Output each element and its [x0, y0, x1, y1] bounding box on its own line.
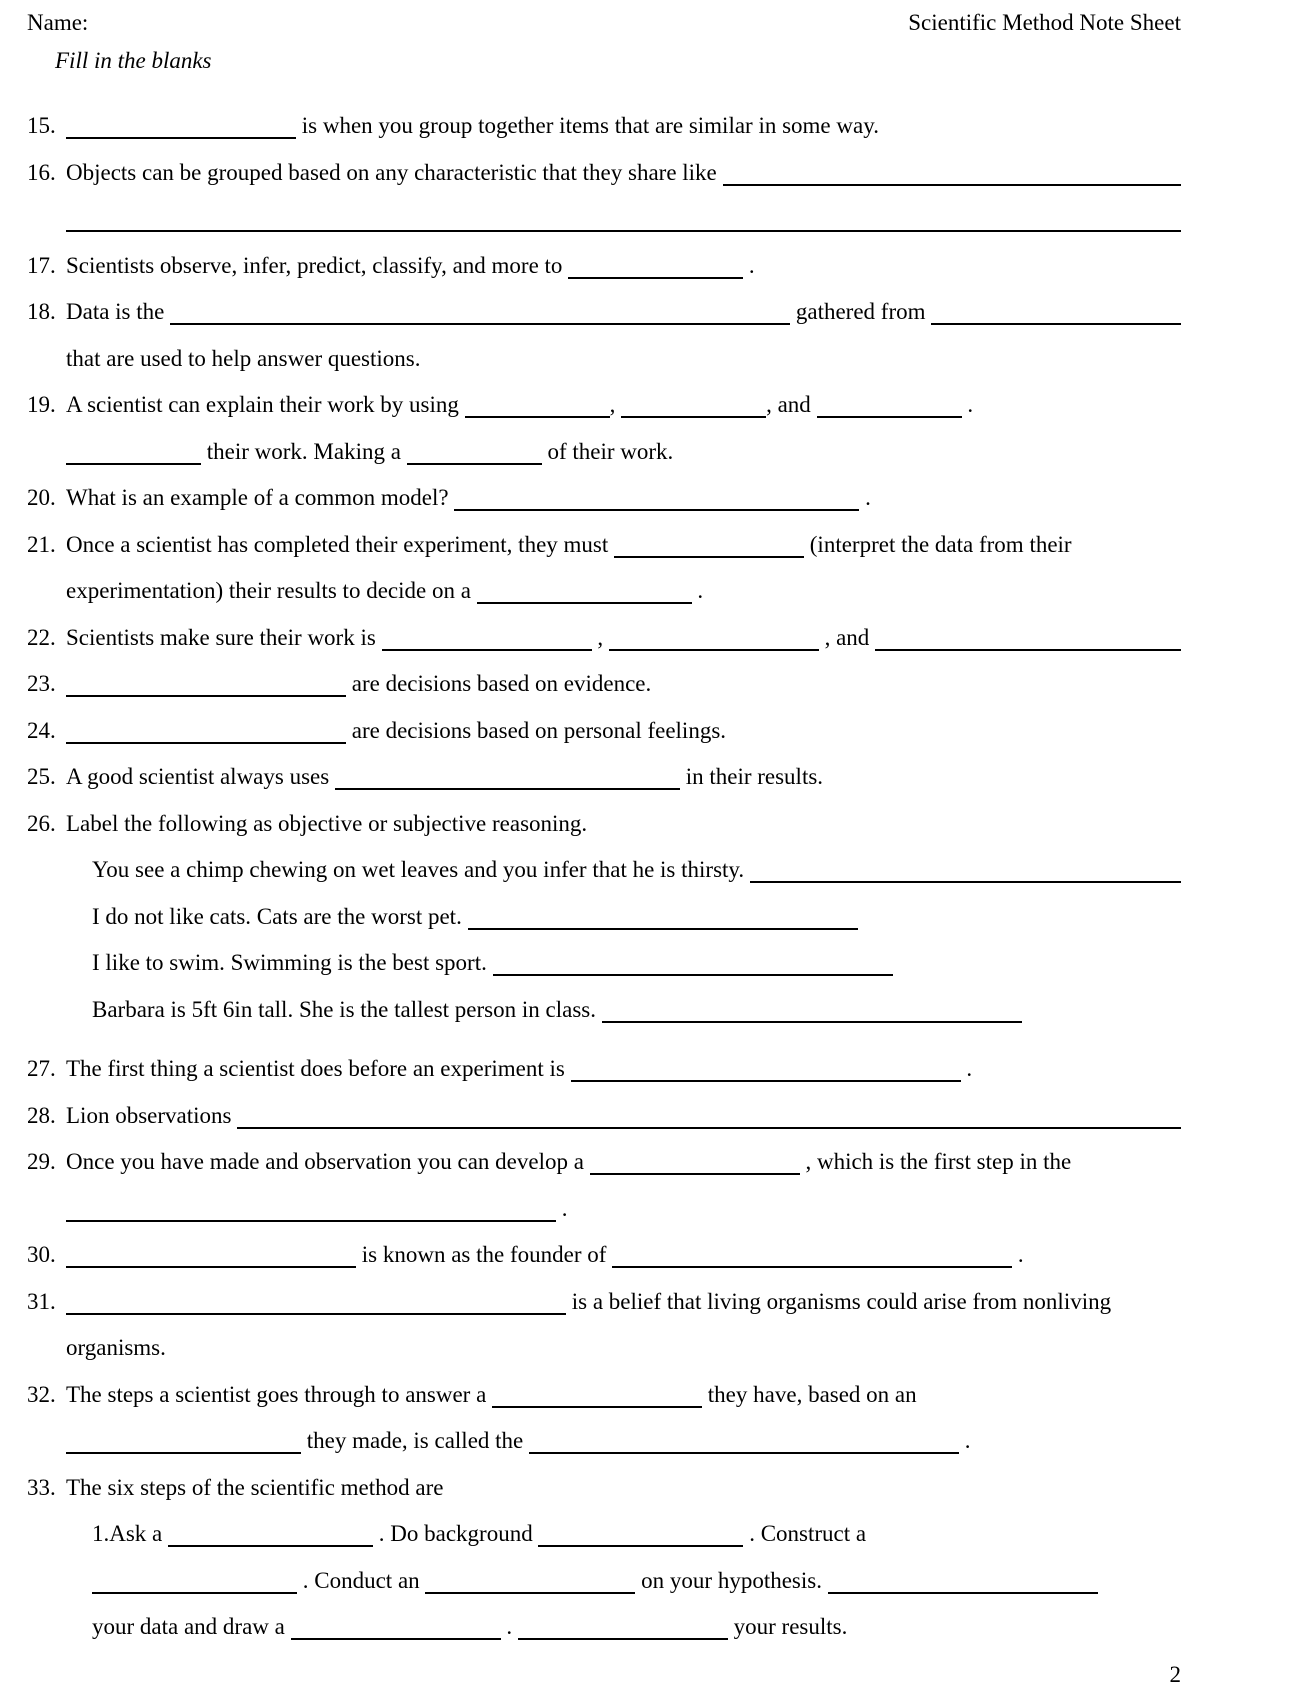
- line-text: .: [960, 1056, 973, 1081]
- line-text: are decisions based on evidence.: [346, 671, 652, 696]
- worksheet-line: [27, 568, 1181, 615]
- line-text: Data is the: [66, 299, 171, 324]
- blank-line: [568, 277, 743, 279]
- blank-line: [602, 1021, 1022, 1023]
- line-text: your data and draw a: [92, 1614, 291, 1639]
- line-text: The first thing a scientist does before an experiment is: [66, 1056, 571, 1081]
- item-number-spacer: [53, 1604, 92, 1651]
- worksheet-line: [27, 1139, 1181, 1186]
- blank-line: [465, 416, 610, 418]
- item-number: 21.: [27, 531, 56, 557]
- name-label: Name:: [27, 10, 89, 35]
- line-text: is a belief that living organisms could arise from nonliving: [566, 1288, 1112, 1314]
- line-text: they made, is called the: [301, 1428, 530, 1453]
- worksheet-line: [27, 1558, 1181, 1605]
- header-row: [27, 8, 1181, 38]
- blank-line: [723, 184, 1181, 186]
- blank-line: [170, 323, 790, 325]
- worksheet-line: [27, 1279, 1181, 1326]
- blank-line: [621, 416, 766, 418]
- blank-line: [590, 1173, 800, 1175]
- worksheet-line: [27, 940, 1181, 987]
- instructions-subtitle: Fill in the blanks: [55, 48, 212, 73]
- blank-line: [407, 463, 542, 465]
- blank-line: [66, 137, 296, 139]
- item-number: 32.: [27, 1381, 56, 1407]
- item-number: 24.: [27, 717, 56, 743]
- line-text: of their work.: [541, 438, 674, 464]
- line-text: What is an example of a common model?: [66, 485, 455, 510]
- blank-line: [237, 1127, 1181, 1129]
- worksheet-line: [27, 150, 1181, 197]
- line-text: are decisions based on personal feelings.: [346, 717, 727, 743]
- line-text: Barbara is 5ft 6in tall. She is the tallest person in class.: [92, 996, 602, 1022]
- line-text: , and: [818, 624, 876, 650]
- item-number: 26.: [27, 810, 56, 836]
- blank-line: [66, 1220, 556, 1222]
- blank-line: [612, 1266, 1012, 1268]
- item-number: 15.: [27, 113, 56, 138]
- item-number-spacer: [53, 987, 92, 1034]
- line-text: I do not like cats. Cats are the worst pet.: [92, 903, 468, 929]
- worksheet-line: [27, 1372, 1181, 1419]
- worksheet-line: [27, 196, 1181, 243]
- item-number-spacer: [27, 1325, 66, 1372]
- item-number-spacer: [27, 196, 66, 243]
- blank-line: [614, 556, 804, 558]
- line-text: . Construct a: [743, 1521, 867, 1546]
- worksheet-line: [27, 475, 1181, 522]
- line-text: ,: [609, 392, 622, 417]
- item-number-spacer: [53, 894, 92, 941]
- line-text: is when you group together items that are similar in some way.: [296, 113, 879, 138]
- item-number-spacer: [53, 1511, 92, 1558]
- line-text: Scientists make sure their work is: [66, 624, 382, 650]
- line-text: Objects can be grouped based on any characteristic that they share like: [66, 159, 723, 185]
- blank-line: [454, 509, 859, 511]
- line-text: The six steps of the scientific method are: [66, 1474, 444, 1500]
- line-text: 1.Ask a: [92, 1521, 169, 1546]
- item-number: 16.: [27, 159, 56, 185]
- blank-line: [609, 649, 819, 651]
- line-text: . Do background: [373, 1521, 539, 1546]
- item-number: 30.: [27, 1242, 56, 1267]
- blank-line: [425, 1592, 635, 1594]
- line-text: their work. Making a: [201, 438, 407, 464]
- item-number: 25.: [27, 764, 56, 789]
- line-text: The steps a scientist goes through to answer a: [66, 1381, 493, 1407]
- blank-line: [66, 1266, 356, 1268]
- worksheet-line: [27, 522, 1181, 569]
- worksheet-line: [27, 1232, 1181, 1279]
- line-text: Once you have made and observation you can develop a: [66, 1149, 590, 1174]
- blank-line: [66, 463, 201, 465]
- line-text: ,: [591, 624, 609, 650]
- line-text: .: [743, 252, 755, 278]
- line-text: .: [959, 1428, 971, 1453]
- line-text: .: [859, 485, 871, 510]
- item-number-spacer: [27, 568, 66, 615]
- item-number-spacer: [53, 1558, 92, 1605]
- line-text: gathered from: [790, 299, 932, 324]
- line-text: that are used to help answer questions.: [66, 345, 421, 371]
- blank-line: [66, 1313, 566, 1315]
- item-number: 20.: [27, 485, 56, 510]
- blank-line: [518, 1638, 728, 1640]
- worksheet-line: [27, 708, 1181, 755]
- line-text: in their results.: [679, 764, 824, 789]
- item-number-spacer: [53, 940, 92, 987]
- line-text: A scientist can explain their work by using: [66, 392, 465, 417]
- worksheet-line: [27, 987, 1181, 1034]
- item-number: 18.: [27, 299, 56, 324]
- item-number: 31.: [27, 1288, 56, 1314]
- blank-line: [477, 602, 692, 604]
- blank-line: [291, 1638, 501, 1640]
- line-text: is known as the founder of: [356, 1242, 613, 1267]
- blank-line: [571, 1080, 961, 1082]
- line-text: I like to swim. Swimming is the best sport.: [92, 950, 493, 975]
- line-text: Scientists observe, infer, predict, classify, and more to: [66, 252, 569, 278]
- item-number: 28.: [27, 1102, 56, 1128]
- line-text: (interpret the data from their: [804, 531, 1072, 557]
- worksheet-line: [27, 243, 1181, 290]
- worksheet-line: [27, 429, 1181, 476]
- worksheet-line: [27, 1511, 1181, 1558]
- line-text: your results.: [727, 1614, 848, 1639]
- blank-line: [931, 323, 1181, 325]
- line-text: .: [500, 1614, 518, 1639]
- worksheet-line: [27, 1325, 1181, 1372]
- line-text: , which is the first step in the: [799, 1149, 1072, 1174]
- worksheet-line: [27, 1093, 1181, 1140]
- worksheet-line: [27, 289, 1181, 336]
- blank-line: [66, 742, 346, 744]
- blank-line: [335, 788, 680, 790]
- line-text: .: [556, 1195, 568, 1221]
- lines-container: [27, 103, 1181, 1651]
- page-number: 2: [1169, 1662, 1181, 1687]
- line-text: organisms.: [66, 1335, 166, 1360]
- line-text: You see a chimp chewing on wet leaves and you infer that he is thirsty.: [92, 857, 750, 882]
- item-number-spacer: [27, 1186, 66, 1233]
- line-text: A good scientist always uses: [66, 764, 335, 789]
- worksheet-line: [27, 847, 1181, 894]
- blank-line: [750, 881, 1181, 883]
- item-number-spacer: [27, 336, 66, 383]
- worksheet-line: [27, 615, 1181, 662]
- blank-line: [875, 649, 1181, 651]
- blank-line: [538, 1545, 743, 1547]
- worksheet-line: [27, 754, 1181, 801]
- sheet-title: Scientific Method Note Sheet: [908, 10, 1181, 35]
- line-text: Once a scientist has completed their experiment, they must: [66, 531, 615, 557]
- worksheet-line: [27, 336, 1181, 383]
- line-text: . Conduct an: [297, 1567, 426, 1593]
- item-number-spacer: [27, 1418, 66, 1465]
- blank-line: [66, 230, 1181, 232]
- item-number-spacer: [27, 429, 66, 476]
- worksheet-line: [27, 1465, 1181, 1512]
- blank-line: [468, 928, 858, 930]
- item-number: 17.: [27, 252, 56, 278]
- blank-line: [168, 1545, 373, 1547]
- worksheet-line: [27, 1604, 1181, 1651]
- worksheet-line: [27, 1186, 1181, 1233]
- worksheet-line: [27, 894, 1181, 941]
- blank-line: [66, 1452, 301, 1454]
- blank-line: [92, 1592, 297, 1594]
- blank-line: [382, 649, 592, 651]
- item-number: 29.: [27, 1149, 56, 1174]
- worksheet-line: [27, 103, 1181, 150]
- item-number: 23.: [27, 671, 56, 696]
- blank-line: [529, 1452, 959, 1454]
- item-number: 22.: [27, 624, 56, 650]
- blank-line: [492, 1406, 702, 1408]
- item-number: 27.: [27, 1056, 56, 1081]
- line-text: they have, based on an: [702, 1381, 917, 1407]
- line-text: Lion observations: [66, 1102, 238, 1128]
- worksheet-line: [27, 1046, 1181, 1093]
- line-text: .: [961, 392, 974, 417]
- line-text: .: [1012, 1242, 1024, 1267]
- line-text: Label the following as objective or subjective reasoning.: [66, 810, 588, 836]
- line-text: experimentation) their results to decide on a: [66, 578, 477, 603]
- worksheet-line: [27, 801, 1181, 848]
- line-text: .: [691, 578, 704, 603]
- line-text: on your hypothesis.: [635, 1567, 828, 1593]
- worksheet-line: [27, 661, 1181, 708]
- item-number-spacer: [53, 847, 92, 894]
- worksheet-line: [27, 382, 1181, 429]
- blank-line: [828, 1592, 1098, 1594]
- worksheet-line: [27, 1418, 1181, 1465]
- blank-line: [493, 974, 893, 976]
- blank-line: [66, 695, 346, 697]
- item-number: 19.: [27, 392, 56, 417]
- item-number: 33.: [27, 1474, 56, 1500]
- line-text: , and: [766, 392, 817, 417]
- blank-line: [817, 416, 962, 418]
